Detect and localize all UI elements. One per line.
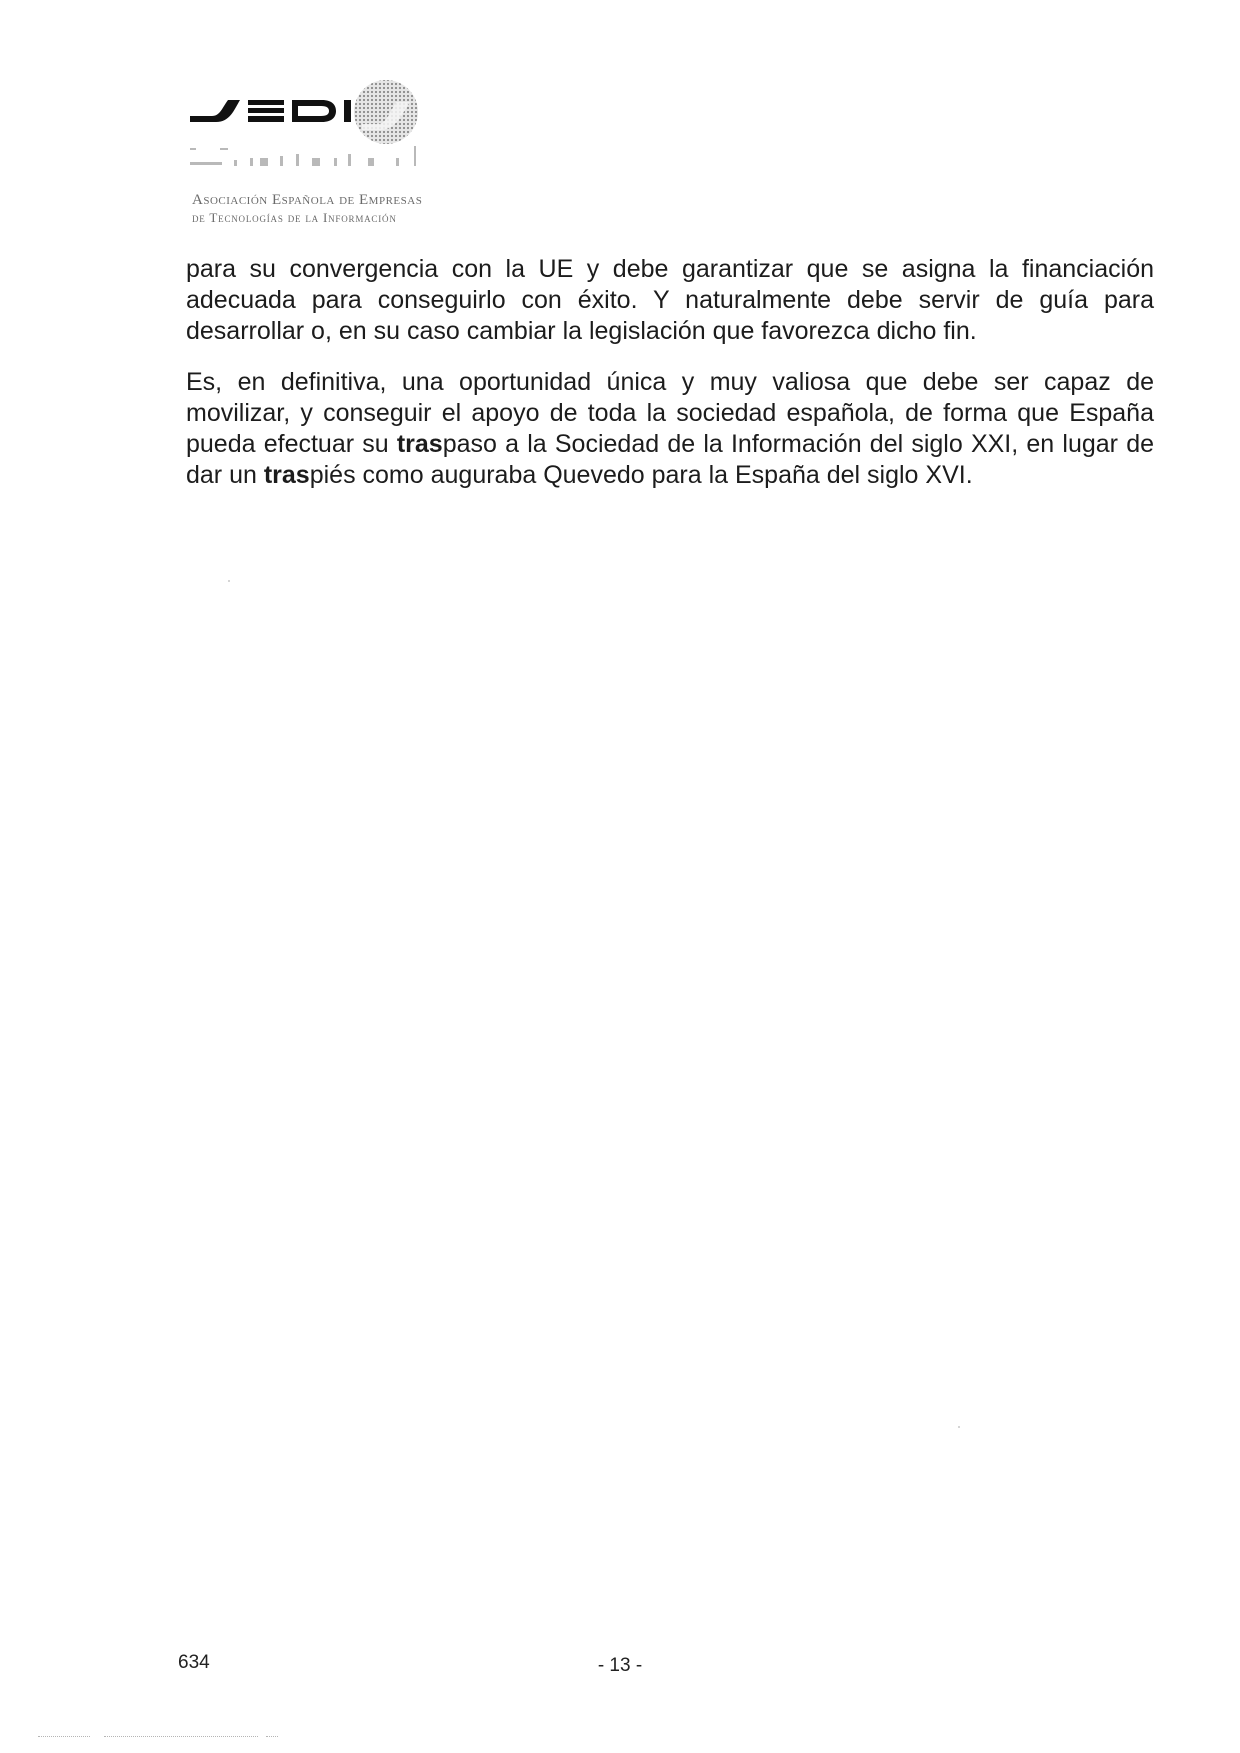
paragraph-2-text: [186, 367, 1154, 491]
association-name-line1: Asociación Española de Empresas: [192, 192, 423, 208]
sedisi-logo-mark: [190, 78, 470, 178]
sedisi-logo: [190, 78, 490, 228]
association-name-line2: de Tecnologías de la Información: [192, 210, 397, 225]
scan-dotted-line: [266, 1736, 278, 1738]
paragraph-2-part2: paso a la Sociedad de la Información del siglo XXI, en lugar de dar un: [186, 430, 1154, 489]
scan-dotted-line: [104, 1736, 258, 1738]
bold-tras-2: tras: [263, 461, 310, 489]
paragraph-2: [186, 367, 1154, 491]
scan-speck: [228, 580, 230, 582]
bold-tras-1: tras: [396, 430, 443, 458]
paragraph-2-part3: piés como auguraba Quevedo para la España del siglo XVI.: [309, 461, 973, 489]
scan-dotted-line: [38, 1736, 90, 1738]
paragraph-1: [186, 254, 1154, 347]
footer-document-number: 634: [178, 1652, 210, 1673]
paragraph-1-text: para su convergencia con la UE y debe garantizar que se asigna la financiación adecuada para conseguirlo con éxito. Y naturalmente debe servir de guía para desarrollar o, en su caso cambiar la legislación que favorezca dicho fin.: [186, 255, 1154, 345]
scan-speck: [958, 1426, 960, 1428]
footer-page-number: - 13 -: [597, 1655, 643, 1676]
paragraph-2-part1: Es, en definitiva, una oportunidad única y muy valiosa que debe ser capaz de movilizar, y conseguir el apoyo de toda la sociedad española, de forma que España pueda efectuar su: [186, 368, 1154, 458]
